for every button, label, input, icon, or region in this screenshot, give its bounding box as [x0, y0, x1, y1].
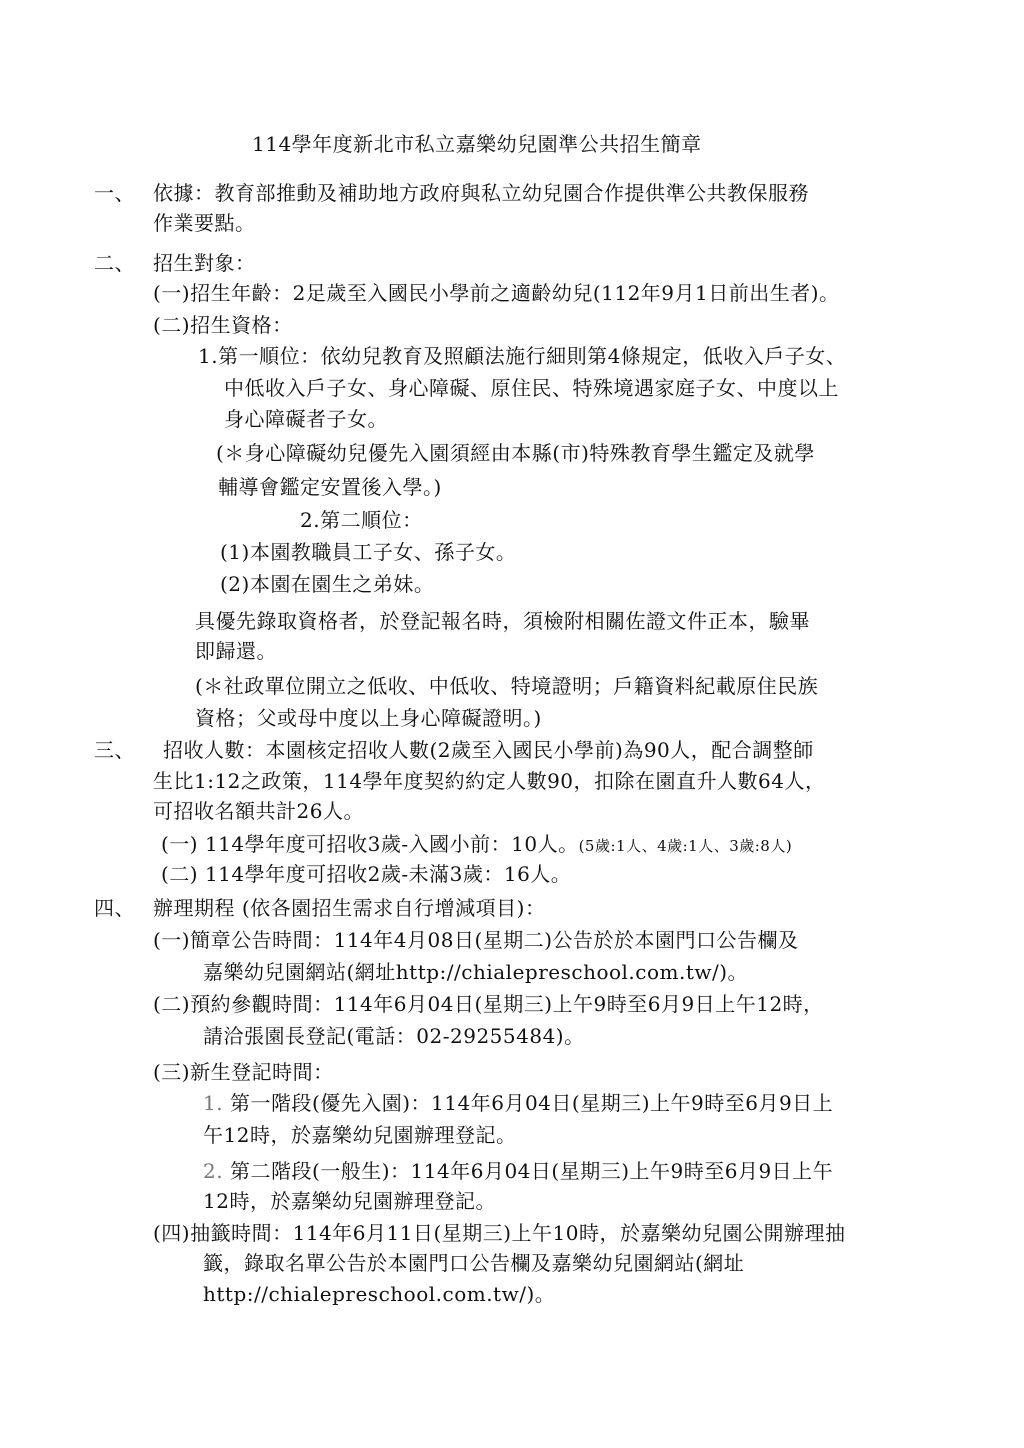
- documents-note-line-2: 資格；父或母中度以上身心障礙證明。): [195, 706, 542, 730]
- enrollment-count-line-2: 生比1:12之政策，114學年度契約約定人數90，扣除在園直升人數64人，: [153, 769, 826, 793]
- registration-phase-2-line-1: [203, 1156, 833, 1186]
- disability-note-line-2: 輔導會鑑定安置後入學。): [218, 475, 442, 499]
- registration-phase-1-line-2: 午12時，於嘉樂幼兒園辦理登記。: [203, 1123, 517, 1147]
- registration-time-heading: (三)新生登記時間：: [153, 1060, 334, 1084]
- section-4-marker: 四、: [94, 896, 135, 920]
- section-1-basis-line-2: 作業要點。: [153, 211, 256, 235]
- enrollment-count-line-3: 可招收名額共計26人。: [153, 799, 364, 823]
- section-1-marker: 一、: [94, 181, 135, 205]
- enrollment-age: (一)招生年齡：2足歲至入國民小學前之適齡幼兒(112年9月1日前出生者)。: [153, 281, 840, 305]
- documents-note-line-1: (＊社政單位開立之低收、中低收、特境證明；戶籍資料紀載原住民族: [195, 674, 819, 698]
- second-priority-item-1: (1)本園教職員工子女、孫子女。: [220, 540, 517, 564]
- enrollment-count-line-1: 招收人數：本園核定招收人數(2歲至入國民小學前)為90人，配合調整師: [163, 738, 814, 762]
- quota-3-years-item: [161, 829, 792, 859]
- registration-phase-1-line-1: [203, 1088, 833, 1118]
- lottery-time-line-2: 籤，錄取名單公告於本園門口公告欄及嘉樂幼兒園網站(網址: [203, 1251, 745, 1275]
- document-title: 114學年度新北市私立嘉樂幼兒園準公共招生簡章: [252, 132, 702, 156]
- quota-3-years-text: (一) 114學年度可招收3歲-入國小前：10人。: [161, 832, 579, 856]
- section-4-heading: 辦理期程 (依各園招生需求自行增減項目)：: [153, 896, 546, 920]
- priority-documents-line-1: 具優先錄取資格者，於登記報名時，須檢附相關佐證文件正本，驗畢: [195, 609, 810, 633]
- quota-age-breakdown: (5歲:1人、4歲:1人、3歲:8人): [578, 837, 793, 855]
- section-2-marker: 二、: [94, 251, 135, 275]
- enrollment-qualification-heading: (二)招生資格：: [153, 313, 293, 337]
- registration-phase-2-text: 第二階段(一般生)：114年6月04日(星期三)上午9時至6月9日上午: [229, 1159, 834, 1183]
- announcement-time-line-2: 嘉樂幼兒園網站(網址http://chialepreschool.com.tw/)。: [203, 960, 749, 984]
- visit-booking-line-2: 請洽張園長登記(電話：02-29255484)。: [203, 1024, 585, 1048]
- registration-phase-2-line-2: 12時，於嘉樂幼兒園辦理登記。: [203, 1189, 496, 1213]
- disability-note-line-1: (＊身心障礙幼兒優先入園須經由本縣(市)特殊教育學生鑑定及就學: [216, 441, 815, 465]
- first-priority-line-3: 身心障礙者子女。: [224, 407, 388, 431]
- priority-documents-line-2: 即歸還。: [195, 639, 277, 663]
- announcement-time-line-1: (一)簡章公告時間：114年4月08日(星期二)公告於於本園門口公告欄及: [153, 928, 799, 952]
- first-priority-line-1: 1.第一順位：依幼兒教育及照顧法施行細則第4條規定，低收入戶子女、: [198, 344, 847, 368]
- lottery-time-line-1: (四)抽籤時間：114年6月11日(星期三)上午10時，於嘉樂幼兒園公開辦理抽: [153, 1221, 846, 1245]
- second-priority-item-2: (2)本園在園生之弟妹。: [220, 572, 435, 596]
- first-priority-line-2: 中低收入戶子女、身心障礙、原住民、特殊境遇家庭子女、中度以上: [224, 376, 839, 400]
- section-3-marker: 三、: [94, 738, 135, 762]
- visit-booking-line-1: (二)預約參觀時間：114年6月04日(星期三)上午9時至6月9日上午12時，: [153, 992, 824, 1016]
- lottery-time-line-3: http://chialepreschool.com.tw/)。: [203, 1282, 556, 1306]
- quota-2-years-item: (二) 114學年度可招收2歲-未滿3歲：16人。: [161, 862, 572, 886]
- registration-phase-2-number: 2.: [203, 1159, 224, 1183]
- registration-phase-1-text: 第一階段(優先入園)：114年6月04日(星期三)上午9時至6月9日上: [229, 1091, 834, 1115]
- registration-phase-1-number: 1.: [203, 1091, 224, 1115]
- section-1-basis-line-1: 依據：教育部推動及補助地方政府與私立幼兒園合作提供準公共教保服務: [153, 181, 809, 205]
- section-2-heading: 招生對象：: [153, 251, 256, 275]
- second-priority-heading: 2.第二順位：: [300, 508, 423, 532]
